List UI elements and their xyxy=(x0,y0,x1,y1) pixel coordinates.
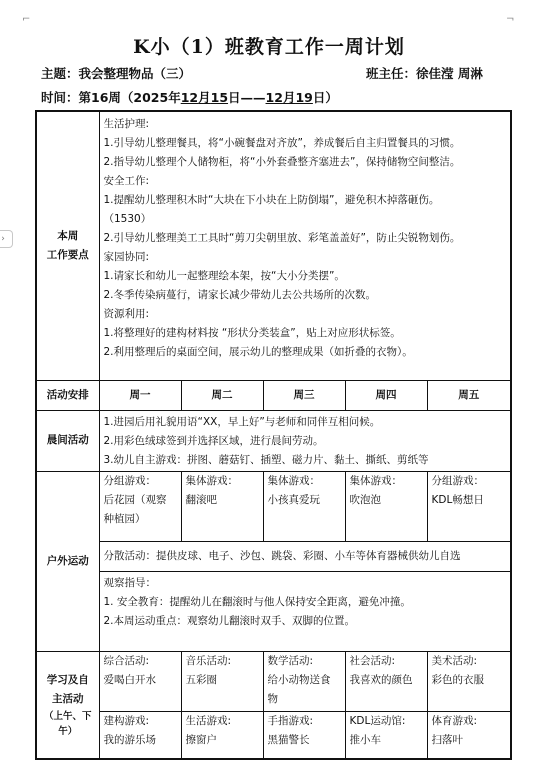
activity-type: 社会活动: xyxy=(349,654,396,667)
outdoor-scatter xyxy=(99,541,511,571)
outdoor-group-monday xyxy=(99,471,181,541)
teacher-label: 班主任： xyxy=(366,66,417,81)
morning-row xyxy=(36,410,511,471)
activity-type: 分组游戏： xyxy=(103,474,156,487)
morning-line: 3.幼儿自主游戏：拼图、蘑菇钉、插塑、磁力片、黏土、撕纸、剪纸等 xyxy=(103,453,429,466)
day-monday: 周一 xyxy=(99,380,181,410)
focus-line: 2.指导幼儿整理个人储物柜，将“小外套叠整齐塞进去”，保持储物空间整洁。 xyxy=(103,156,461,168)
study-cell-tuesday xyxy=(181,651,263,711)
activity-type: 分组游戏： xyxy=(431,474,484,487)
focus-heading-line2: 工作要点 xyxy=(46,248,89,261)
theme-label: 主题： xyxy=(41,66,79,81)
date-close: 日） xyxy=(312,90,338,105)
study-cell-monday xyxy=(99,711,181,759)
side-collapse-tab[interactable]: › xyxy=(0,230,13,248)
focus-line: 生活护理: xyxy=(103,118,150,130)
morning-line: 1.进园后用礼貌用语“XX，早上好”与老师和同伴互相问候。 xyxy=(103,415,381,428)
weekly-plan-table xyxy=(35,110,512,760)
guide-title: 观察指导： xyxy=(103,576,156,589)
outdoor-groups-row xyxy=(36,471,511,541)
activity-type: 音乐活动: xyxy=(185,654,232,667)
page-corner-mark-left: ⌐ xyxy=(22,14,31,25)
focus-line: 家园协同: xyxy=(103,251,150,263)
start-month-unit: 月 xyxy=(198,90,211,105)
week-text: 第16周（2025年 xyxy=(78,90,181,105)
activity-type: 集体游戏： xyxy=(349,474,402,487)
activity-name: 小孩真爱玩 xyxy=(267,493,320,506)
scatter-activity-text: 分散活动：提供皮球、电子、沙包、跳袋、彩圈、小车等体育器械供幼儿自选 xyxy=(103,549,461,562)
end-day: 19 xyxy=(295,90,313,105)
morning-heading: 晨间活动 xyxy=(36,410,99,471)
theme-value: 我会整理物品（三） xyxy=(78,66,192,81)
activity-name: 爱喝白开水 xyxy=(103,673,156,686)
study-cell-wednesday xyxy=(263,711,345,759)
page-corner-mark-right: ¬ xyxy=(506,14,515,25)
morning-line: 2.用彩色绒球签到并选择区域，进行晨间劳动。 xyxy=(103,434,324,447)
focus-line: （1530） xyxy=(103,213,152,225)
focus-line: 1.引导幼儿整理餐具，将“小碗餐盘对齐放”，养成餐后自主归置餐具的习惯。 xyxy=(103,137,461,149)
activity-type: 生活游戏: xyxy=(185,714,232,727)
activity-type: 数学活动: xyxy=(267,654,314,667)
activity-name: 我的游乐场 xyxy=(103,733,156,746)
focus-line: 安全工作: xyxy=(103,175,150,187)
morning-content xyxy=(99,410,511,471)
study-heading xyxy=(36,651,99,759)
teacher-names: 徐佳滢 周淋 xyxy=(416,66,483,81)
start-day: 15 xyxy=(210,90,229,105)
study-cell-thursday xyxy=(345,711,427,759)
study-cell-friday xyxy=(427,711,511,759)
schedule-row xyxy=(36,380,511,410)
activity-type: KDL运动馆: xyxy=(349,714,406,727)
day-tuesday: 周二 xyxy=(181,380,263,410)
activity-name: KDL畅想日 xyxy=(431,493,484,506)
study-cell-tuesday xyxy=(181,711,263,759)
activity-name: 推小车 xyxy=(349,733,381,746)
activity-type: 体育游戏: xyxy=(431,714,478,727)
page-title: K小（1）班教育工作一周计划 xyxy=(133,36,405,58)
focus-line: 1.请家长和幼儿一起整理绘本架，按“大小分类摆”。 xyxy=(103,270,345,282)
activity-type: 综合活动: xyxy=(103,654,150,667)
activity-name: 黑猫警长 xyxy=(267,733,310,746)
outdoor-group-thursday xyxy=(345,471,427,541)
focus-line: 2.利用整理后的桌面空间，展示幼儿的整理成果（如折叠的衣物）。 xyxy=(103,346,413,358)
activity-name: 彩色的衣服 xyxy=(431,673,484,686)
teacher-line xyxy=(366,64,483,82)
outdoor-guide xyxy=(99,571,511,651)
focus-heading-line1: 本周 xyxy=(57,229,79,242)
activity-type: 集体游戏： xyxy=(267,474,320,487)
outdoor-group-friday xyxy=(427,471,511,541)
activity-name: 扫落叶 xyxy=(431,733,463,746)
focus-line: 2.冬季传染病蔓行，请家长减少带幼儿去公共场所的次数。 xyxy=(103,289,377,301)
outdoor-guide-row xyxy=(36,571,511,651)
time-label: 时间： xyxy=(41,90,79,105)
activity-name: 翻滚吧 xyxy=(185,493,217,506)
focus-line: 1.提醒幼儿整理积木时“大块在下小块在上防倒塌”，避免积木掉落砸伤。 xyxy=(103,194,440,206)
focus-content xyxy=(99,111,511,380)
study-heading-line2: 主活动 xyxy=(52,692,84,705)
study-cell-friday xyxy=(427,651,511,711)
schedule-heading: 活动安排 xyxy=(36,380,99,410)
activity-name: 吹泡泡 xyxy=(349,493,381,506)
study-row-2 xyxy=(36,711,511,759)
study-heading-line1: 学习及自 xyxy=(46,673,89,686)
activity-name: 给小动物送食物 xyxy=(267,673,331,705)
day-wednesday: 周三 xyxy=(263,380,345,410)
activity-name: 后花园（观察种植园） xyxy=(103,493,167,525)
focus-line: 2.引导幼儿整理美工工具时“剪刀尖朝里放、彩笔盖盖好”，防止尖锐物划伤。 xyxy=(103,232,461,244)
end-month: 12 xyxy=(265,90,283,105)
end-month-unit: 月 xyxy=(282,90,296,105)
outdoor-scatter-row xyxy=(36,541,511,571)
outdoor-group-wednesday xyxy=(263,471,345,541)
study-cell-monday xyxy=(99,651,181,711)
activity-name: 擦窗户 xyxy=(185,733,217,746)
activity-name: 五彩圈 xyxy=(185,673,217,686)
activity-type: 建构游戏: xyxy=(103,714,150,727)
time-line xyxy=(41,88,338,106)
activity-type: 美术活动: xyxy=(431,654,478,667)
focus-line: 1.将整理好的建构材料按 “形状分类装盒”，贴上对应形状标签。 xyxy=(103,327,401,339)
focus-heading xyxy=(36,111,99,380)
outdoor-group-tuesday xyxy=(181,471,263,541)
study-row-1 xyxy=(36,651,511,711)
activity-type: 手指游戏: xyxy=(267,714,314,727)
study-heading-note: （上午、下午） xyxy=(43,710,92,737)
day-friday: 周五 xyxy=(427,380,511,410)
activity-name: 我喜欢的颜色 xyxy=(349,673,413,686)
outdoor-heading: 户外运动 xyxy=(36,471,99,651)
activity-type: 集体游戏： xyxy=(185,474,238,487)
study-cell-wednesday xyxy=(263,651,345,711)
study-cell-thursday xyxy=(345,651,427,711)
guide-line: 1. 安全教育：提醒幼儿在翻滚时与他人保持安全距离，避免冲撞。 xyxy=(103,595,411,608)
theme-line xyxy=(41,64,191,82)
guide-line: 2.本周运动重点：观察幼儿翻滚时双手、双脚的位置。 xyxy=(103,614,356,627)
date-separator: 日—— xyxy=(228,90,266,105)
start-month: 12 xyxy=(180,90,199,105)
day-thursday: 周四 xyxy=(345,380,427,410)
focus-row xyxy=(36,111,511,380)
focus-line: 资源利用: xyxy=(103,308,150,320)
